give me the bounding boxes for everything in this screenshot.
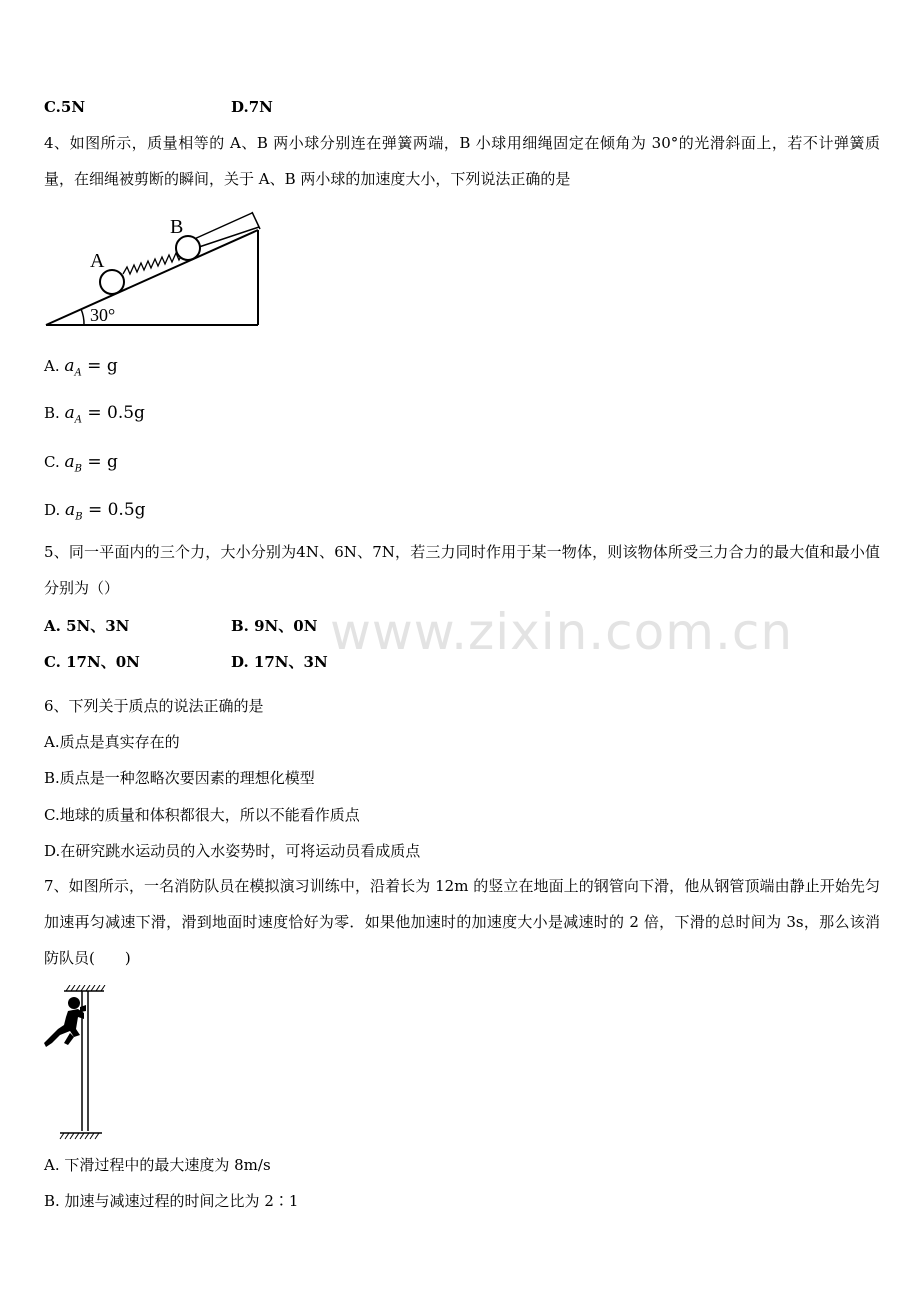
q3-option-c: C.5N xyxy=(44,98,86,116)
firefighter-pole-figure xyxy=(44,985,108,1140)
q4-option-b: B. $a_A = 0.5g$ xyxy=(44,403,145,426)
spring xyxy=(123,253,181,274)
q5-option-b: B. 9N、0N xyxy=(231,617,318,635)
q7-stem: 7、如图所示，一名消防队员在模拟演习训练中，沿着长为 12m 的竖立在地面上的钢管向下滑，他从钢管顶端由静止开始先匀加速再匀减速下滑，滑到地面时速度恰好为零．如果他加速时的加速度大小是减速时的 2 倍，下滑的总时间为 3s，那么该消防队员( ) xyxy=(44,877,880,967)
q4-option-a: A. $a_A = g$ xyxy=(44,356,118,379)
q5-stem: 5、同一平面内的三个力，大小分别为4N、6N、7N，若三力同时作用于某一物体，则该物体所受三力合力的最大值和最小值分别为（） xyxy=(44,543,880,597)
label-a: A xyxy=(90,250,105,272)
q6-option-c: C.地球的质量和体积都很大，所以不能看作质点 xyxy=(44,806,360,824)
q6-option-a: A.质点是真实存在的 xyxy=(44,733,180,751)
label-angle: 30° xyxy=(90,305,116,325)
q6-option-d: D.在研究跳水运动员的入水姿势时，可将运动员看成质点 xyxy=(44,842,421,860)
q3-option-d: D.7N xyxy=(231,98,273,116)
q7-option-a: A. 下滑过程中的最大速度为 8m/s xyxy=(44,1156,271,1174)
q4-stem: 4、如图所示，质量相等的 A、B 两小球分别连在弹簧两端，B 小球用细绳固定在倾角为 30°的光滑斜面上，若不计弹簧质量，在细绳被剪断的瞬间，关于 A、B 两小球的加速度大小，下列说法正确的是 xyxy=(44,134,880,188)
label-b: B xyxy=(170,216,184,238)
q6-option-b: B.质点是一种忽略次要因素的理想化模型 xyxy=(44,769,315,787)
q6-stem: 6、下列关于质点的说法正确的是 xyxy=(44,697,264,715)
firefighter-body xyxy=(44,1009,84,1047)
q4-option-c: C. $a_B = g$ xyxy=(44,452,118,475)
q5-option-d: D. 17N、3N xyxy=(231,653,328,671)
watermark: www.zixin.com.cn xyxy=(330,603,794,661)
ball-a xyxy=(100,270,124,294)
q4-option-d: D. $a_B = 0.5g$ xyxy=(44,500,146,523)
incline-figure xyxy=(40,205,270,330)
q5-option-a: A. 5N、3N xyxy=(44,617,130,635)
q5-option-c: C. 17N、0N xyxy=(44,653,140,671)
q7-option-b: B. 加速与减速过程的时间之比为 2∶1 xyxy=(44,1192,299,1210)
ball-b xyxy=(176,236,200,260)
firefighter-head xyxy=(68,997,80,1009)
